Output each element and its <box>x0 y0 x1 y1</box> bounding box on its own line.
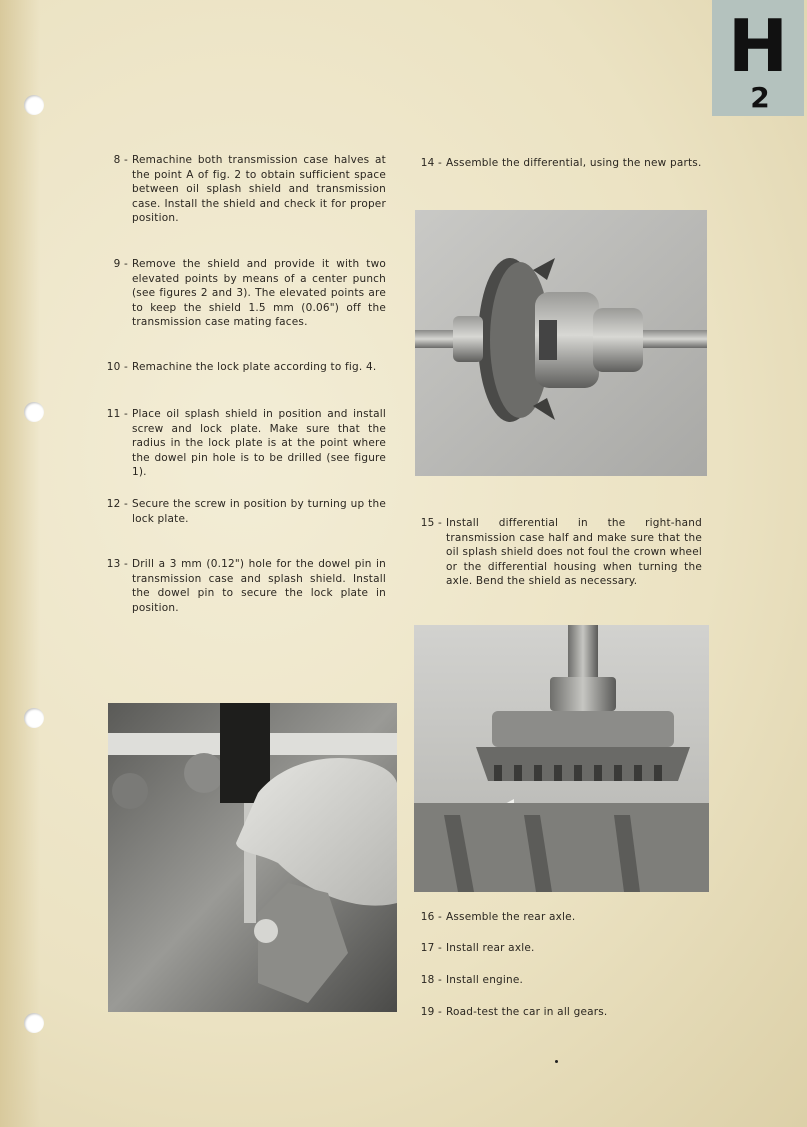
center-punch-photo <box>108 703 397 1012</box>
section-tab <box>712 0 804 116</box>
punch-hole <box>24 95 44 115</box>
step-text: Secure the screw in position by turning up the lock plate. <box>132 498 386 525</box>
step-number: 17 - <box>420 942 442 954</box>
step-15 <box>420 516 702 589</box>
step-17 <box>420 941 702 956</box>
step-text: Assemble the rear axle. <box>446 911 576 923</box>
step-number: 16 - <box>420 911 442 923</box>
step-13 <box>106 557 386 615</box>
step-number: 18 - <box>420 974 442 986</box>
punch-hole <box>24 402 44 422</box>
step-text: Remove the shield and provide it with two elevated points by means of a center punch (see figures 2 and 3). The elevated points are to keep the shield 1.5 mm (0.06") off the transmission case mating faces. <box>132 258 386 329</box>
step-10 <box>106 360 386 375</box>
step-8 <box>113 153 386 226</box>
step-number: 8 - <box>113 154 128 166</box>
step-19 <box>420 1005 702 1020</box>
differential-photo <box>415 210 707 476</box>
step-number: 13 - <box>106 558 128 570</box>
step-text: Install rear axle. <box>446 942 535 954</box>
step-text: Install engine. <box>446 974 524 986</box>
step-number: 9 - <box>113 258 128 270</box>
step-9 <box>113 257 386 330</box>
step-number: 11 - <box>106 408 128 420</box>
section-letter: H <box>727 4 789 88</box>
step-number: 15 - <box>420 517 442 529</box>
installed-differential-photo <box>414 625 709 892</box>
step-16 <box>420 910 702 925</box>
step-number: 14 - <box>420 157 442 169</box>
step-12 <box>106 497 386 526</box>
step-14 <box>420 156 702 171</box>
page-edge-shadow <box>0 0 40 1127</box>
step-text: Drill a 3 mm (0.12") hole for the dowel pin in transmission case and splash shield. Install the dowel pin to secure the lock plate in position. <box>132 558 386 614</box>
step-text: Remachine the lock plate according to fig. 4. <box>132 361 377 373</box>
step-11 <box>106 407 386 480</box>
step-18 <box>420 973 702 988</box>
step-number: 19 - <box>420 1006 442 1018</box>
step-text: Road-test the car in all gears. <box>446 1006 608 1018</box>
step-number: 12 - <box>106 498 128 510</box>
section-number: 2 <box>750 81 770 114</box>
step-text: Place oil splash shield in position and install screw and lock plate. Make sure that the radius in the lock plate is at the point where the dowel pin hole is to be drilled (see figure 1). <box>132 408 386 479</box>
speck <box>555 1060 558 1063</box>
step-text: Install differential in the right-hand transmission case half and make sure that the oil splash shield does not foul the crown wheel or the differential housing when turning the axle. Bend the shield as necessary. <box>446 517 702 588</box>
punch-hole <box>24 708 44 728</box>
step-text: Assemble the differential, using the new parts. <box>446 157 702 169</box>
step-text: Remachine both transmission case halves at the point A of fig. 2 to obtain sufficient space between oil splash shield and transmission case. Install the shield and check it for proper position. <box>132 154 386 225</box>
punch-hole <box>24 1013 44 1033</box>
step-number: 10 - <box>106 361 128 373</box>
